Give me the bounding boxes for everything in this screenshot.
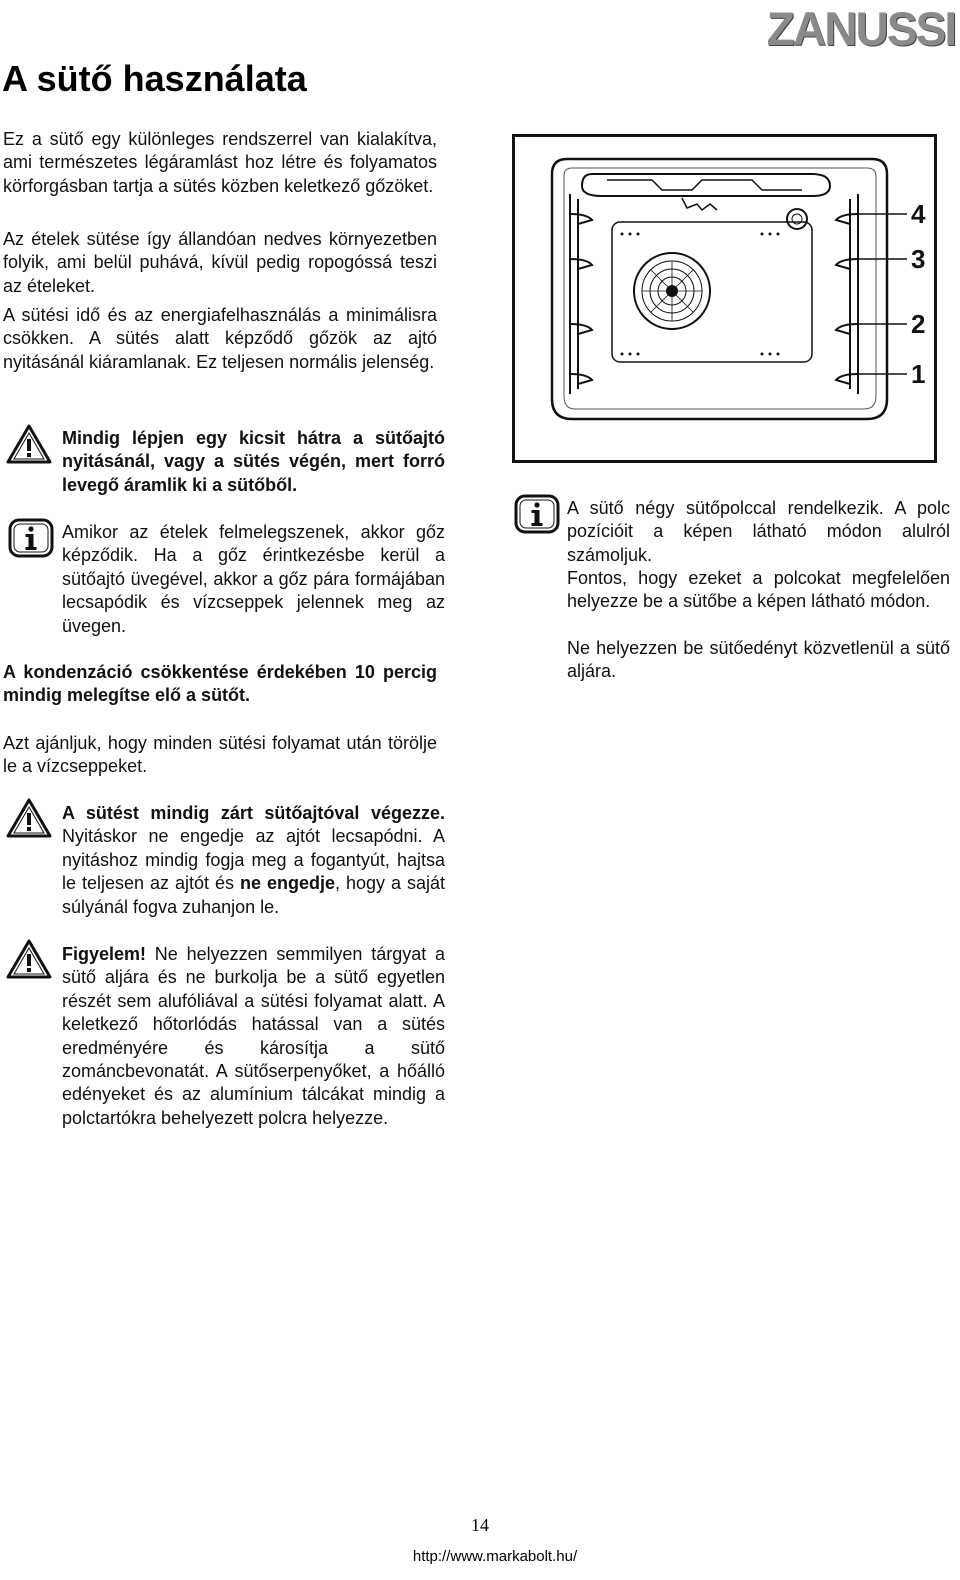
warning-2-bold-2: ne engedje <box>239 873 335 894</box>
brand-logo <box>765 2 956 55</box>
warning-triangle-icon <box>6 798 52 838</box>
intro-paragraph-2: Az ételek sütése így állandóan nedves környezetben folyik, ami belül puhává, kívül pedig ropogóssá teszi az ételeket. <box>3 229 437 296</box>
warning-2-text <box>62 802 445 919</box>
warning-3-bold: Figyelem! <box>62 944 147 964</box>
intro-paragraph-1: Ez a sütő egy különleges rendszerrel van kialakítva, ami természetes légáramlást hoz létre és folyamatos körforgásban tartja a sütés közben keletkező gőzöket. <box>3 129 437 196</box>
info-icon <box>514 494 560 534</box>
warning-2-bold: A sütést mindig zárt sütőajtóval végezze. <box>62 803 445 823</box>
warning-triangle-icon <box>6 939 52 979</box>
warning-2-body: Nyitáskor ne engedje az ajtót lecsapódni. A nyitáshoz mindig fogja meg a fogantyút, hajtsa le teljesen az ajtót és <box>62 826 445 894</box>
warning-3-body: Ne helyezzen semmilyen tárgyat a sütő aljára és ne burkolja be a sütő egyetlen részét sem alufóliával a sütési folyamat alatt. A keletkező hőtorlódás hatással van a sütés eredményére és károsítja a sütő zománcbevonatát. A sütőserpenyőket, a hőálló edényeket és az alumínium tálcákat mindig a polctartókra behelyezett polcra helyezze. <box>62 944 445 1128</box>
warning-triangle-icon <box>6 424 52 464</box>
wipe-note: Azt ajánljuk, hogy minden sütési folyamat után törölje le a vízcseppeket. <box>3 733 437 777</box>
info-2-paragraph-1: A sütő négy sütőpolccal rendelkezik. A polc pozícióit a képen látható módon alulról számoljuk. <box>567 498 950 565</box>
warning-1-text: Mindig lépjen egy kicsit hátra a sütőajtó nyitásánál, vagy a sütés végén, mert forró levegő áramlik ki a sütőből. <box>62 428 445 495</box>
shelf-label-1: 1 <box>911 359 926 389</box>
info-1-text: Amikor az ételek felmelegszenek, akkor gőz képződik. Ha a gőz érintkezésbe kerül a sütőajtó üvegével, akkor a gőz pára formájában lecsapódik és vízcseppek jelennek meg az üvegen. <box>62 522 445 636</box>
info-icon <box>8 518 54 558</box>
page-number: 14 <box>471 1515 489 1535</box>
shelf-label-3: 3 <box>911 244 926 274</box>
warning-3-text <box>62 943 445 1130</box>
shelf-label-2: 2 <box>911 309 926 339</box>
brand-logo-text: ZANUSSI <box>766 2 956 55</box>
page-title: A sütő használata <box>2 58 307 99</box>
info-2-paragraph-2: Fontos, hogy ezeket a polcokat megfelelően helyezze be a sütőbe a képen látható módon. <box>567 568 950 612</box>
shelf-label-4: 4 <box>911 199 926 229</box>
footer-url-link[interactable]: http://www.markabolt.hu/ <box>412 1548 578 1565</box>
info-2-paragraph-3: Ne helyezzen be sütőedényt közvetlenül a sütő aljára. <box>567 638 950 682</box>
oven-interior-figure <box>512 134 938 464</box>
warning-2-body-end: , hogy a saját súlyánál fogva zuhanjon le. <box>62 873 445 917</box>
intro-paragraph-3: A sütési idő és az energiafelhasználás a minimálisra csökken. A sütés alatt képződő gőzök az ajtó nyitásánál kiáramlanak. Ez teljesen normális jelenség. <box>3 305 437 372</box>
condensation-note: A kondenzáció csökkentése érdekében 10 percig mindig melegítse elő a sütőt. <box>3 662 437 706</box>
